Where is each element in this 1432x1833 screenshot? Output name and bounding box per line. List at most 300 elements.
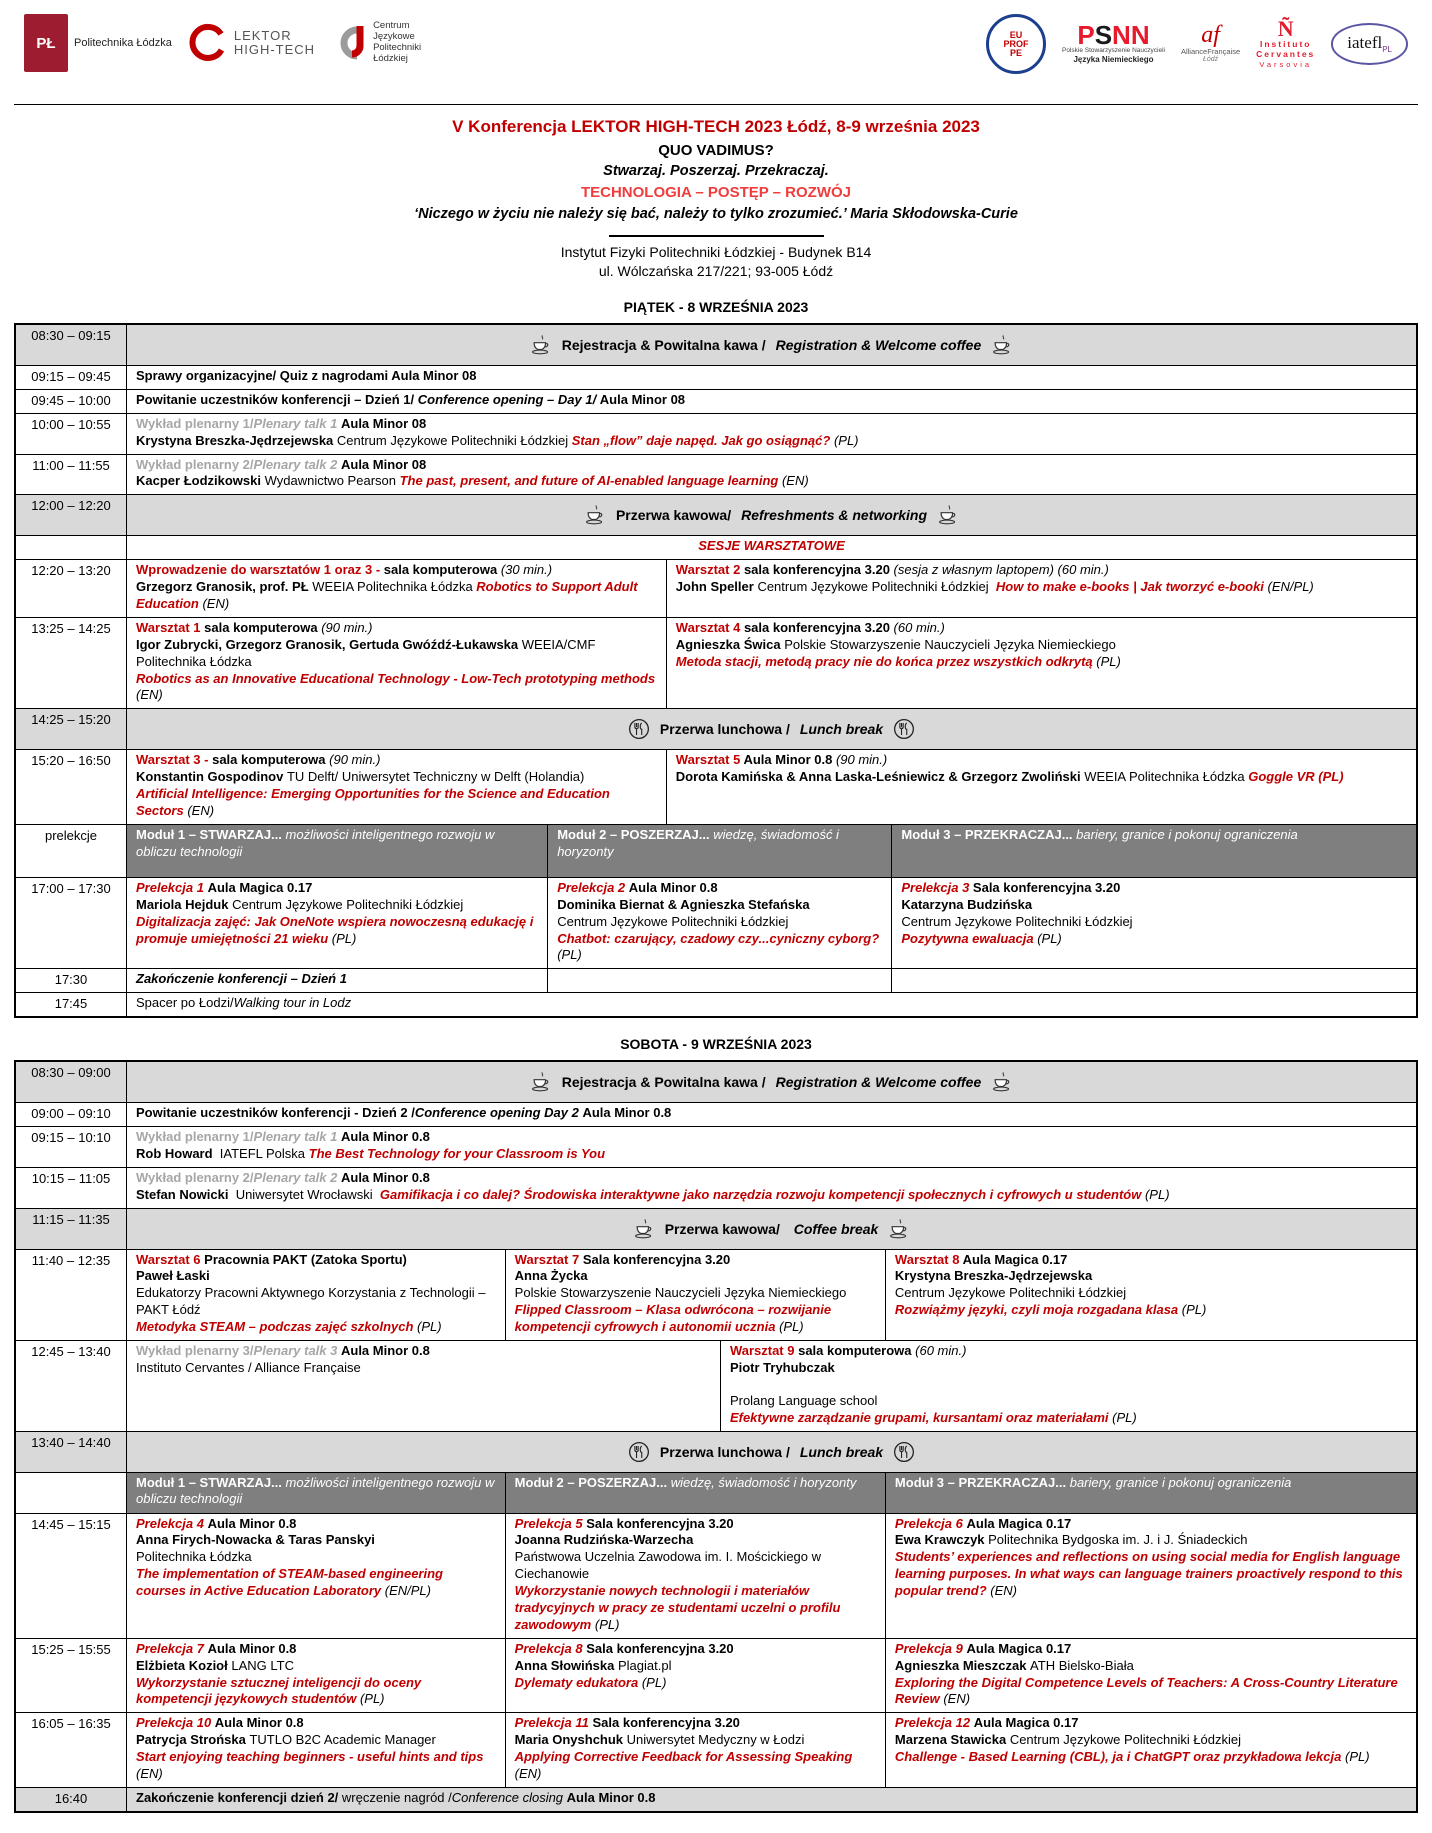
text-segment: SESJE WARSZTATOWE bbox=[698, 538, 845, 554]
text-line bbox=[901, 880, 1407, 897]
row-content bbox=[127, 993, 1416, 1016]
schedule-row bbox=[16, 968, 1416, 992]
text-segment: Spacer po Łodzi/ bbox=[136, 995, 234, 1011]
text-segment: Aula Minor 08 bbox=[391, 367, 477, 383]
text-line bbox=[901, 897, 1407, 914]
logo-psnn bbox=[1062, 19, 1165, 65]
schedule-row bbox=[16, 617, 1416, 708]
text-line bbox=[557, 897, 882, 914]
text-segment: John Speller bbox=[675, 579, 758, 595]
row-content bbox=[127, 495, 1416, 535]
text-segment: Aula Minor 0.8 bbox=[582, 1105, 672, 1121]
text-segment: Centrum Językowe Politechniki Łódzkiej bbox=[901, 913, 1133, 929]
text-line bbox=[895, 1268, 1407, 1285]
time-cell: 09:15 – 10:10 bbox=[16, 1127, 127, 1167]
row-content bbox=[127, 1103, 1416, 1126]
text-segment: Dorota Kamińska & Anna Laska-Leśniewicz & Grzegorz Zwoliński bbox=[675, 769, 1085, 785]
session-cell bbox=[127, 455, 1416, 495]
session-cell bbox=[885, 1713, 1416, 1787]
row-content bbox=[127, 390, 1416, 413]
cutlery-icon bbox=[893, 718, 915, 740]
text-segment: Lunch break bbox=[799, 721, 884, 738]
session-cell bbox=[127, 366, 1416, 389]
centrum-jezykowe-label: Centrum Językowe Politechniki Łódzkiej bbox=[373, 20, 422, 64]
text-line bbox=[136, 1170, 1407, 1187]
text-segment: Agnieszka Mieszczak bbox=[894, 1657, 1031, 1673]
text-segment: (PL) bbox=[1096, 653, 1121, 669]
text-segment: Aula Minor 0.8 bbox=[566, 1789, 656, 1805]
text-line bbox=[136, 392, 1407, 409]
session-cell bbox=[127, 1788, 1416, 1811]
text-segment: sala komputerowa bbox=[204, 619, 322, 635]
cervantes-caption1: Instituto bbox=[1259, 39, 1312, 50]
schedule-row bbox=[16, 1208, 1416, 1249]
session-cell bbox=[666, 750, 1416, 824]
text-segment: Plenary talk 3 bbox=[253, 1343, 341, 1359]
text-segment: Warsztat 1 bbox=[136, 619, 205, 635]
text-segment: Prelekcja 1 bbox=[136, 879, 208, 895]
text-segment: (EN/PL) bbox=[384, 1583, 431, 1599]
coffee-icon bbox=[991, 1071, 1013, 1093]
time-cell: 16:05 – 16:35 bbox=[16, 1713, 127, 1787]
logo-centrum-jezykowe bbox=[331, 21, 443, 65]
text-segment: (EN) bbox=[202, 595, 230, 611]
row-content bbox=[127, 750, 1416, 824]
saturday-schedule-table bbox=[14, 1060, 1418, 1813]
text-line bbox=[515, 1285, 876, 1302]
time-cell: 17:30 bbox=[16, 969, 127, 992]
text-line bbox=[676, 562, 1407, 579]
text-segment: Metodyka STEAM – podczas zajęć szkolnych bbox=[136, 1319, 418, 1335]
session-cell bbox=[127, 560, 666, 617]
module-header-cell bbox=[127, 825, 547, 877]
text-segment: Lunch break bbox=[799, 1443, 884, 1460]
session-cell bbox=[127, 618, 666, 708]
session-cell bbox=[127, 390, 1416, 413]
text-line bbox=[136, 671, 657, 705]
text-segment: (EN) bbox=[136, 1766, 163, 1782]
schedule-row bbox=[16, 824, 1416, 877]
text-segment: sala konferencyjna 3.20 bbox=[743, 562, 894, 578]
text-segment: Warsztat 4 bbox=[675, 619, 744, 635]
text-segment: Plenary talk 1 bbox=[253, 1129, 341, 1144]
time-cell: 10:15 – 11:05 bbox=[16, 1168, 127, 1208]
text-segment: Warsztat 8 bbox=[894, 1251, 963, 1267]
text-segment: (PL) bbox=[641, 1674, 667, 1690]
text-segment: Centrum Językowe Politechniki Łódzkiej bbox=[894, 1285, 1127, 1301]
text-segment: Wykorzystanie nowych technologii i materiałów tradycyjnych w pracy ze studentami uczelni o profilu zawodowym bbox=[514, 1583, 845, 1632]
text-segment: Maria Onyshchuk bbox=[514, 1732, 627, 1748]
text-segment: (90 min.) bbox=[835, 752, 888, 768]
row-content bbox=[127, 366, 1416, 389]
text-line bbox=[136, 897, 538, 914]
text-segment: Sala konferencyjna 3.20 bbox=[586, 1515, 734, 1531]
row-content bbox=[127, 1341, 1416, 1431]
text-segment: (EN) bbox=[187, 802, 215, 818]
text-line bbox=[730, 1360, 1407, 1377]
schedule-row bbox=[16, 1340, 1416, 1431]
row-content bbox=[127, 1250, 1416, 1340]
text-segment: Exploring the Digital Competence Levels of Teachers: A Cross-Country Literature Review bbox=[894, 1674, 1402, 1707]
text-segment: możliwości inteligentnego rozwoju w obliczu technologii bbox=[136, 1474, 498, 1507]
text-segment: Konstantin Gospodinov bbox=[136, 769, 287, 785]
text-segment: wiedzę, świadomość i horyzonty bbox=[557, 826, 843, 859]
text-line bbox=[730, 1343, 1407, 1360]
text-segment: IATEFL Polska bbox=[216, 1145, 309, 1161]
row-content bbox=[127, 1473, 1416, 1513]
text-segment: Kacper Łodzikowski bbox=[136, 473, 265, 489]
psnn-wordmark bbox=[1077, 19, 1150, 50]
text-line bbox=[136, 457, 1407, 474]
text-line bbox=[136, 752, 657, 769]
europrofpe-line1: EU bbox=[1009, 29, 1023, 40]
text-segment: TU Delft/ Uniwersytet Techniczny w Delft (Holandia) bbox=[286, 769, 585, 785]
text-segment: Rozwiążmy języki, czyli moja rozgadana klasa bbox=[894, 1302, 1182, 1318]
text-segment: Katarzyna Budzińska bbox=[901, 896, 1033, 912]
text-line bbox=[515, 1302, 876, 1336]
text-segment: Sprawy organizacyjne/ Quiz z nagrodami bbox=[136, 367, 392, 383]
text-line bbox=[901, 931, 1407, 948]
text-segment: Prelekcja 5 bbox=[514, 1515, 587, 1531]
venue-address: ul. Wólczańska 217/221; 93-005 Łódź bbox=[598, 263, 834, 280]
text-line bbox=[901, 914, 1407, 931]
text-segment: (EN) bbox=[943, 1691, 971, 1707]
session-cell bbox=[547, 878, 891, 968]
text-segment: Edukatorzy Pracowni Aktywnego Korzystania z Technologii – PAKT Łódź bbox=[136, 1285, 490, 1318]
text-segment: Prelekcja 10 bbox=[136, 1715, 215, 1731]
text-segment: Instituto Cervantes / Alliance Française bbox=[136, 1359, 361, 1375]
time-cell: 12:45 – 13:40 bbox=[16, 1341, 127, 1431]
row-content bbox=[127, 1639, 1416, 1713]
text-segment: Warsztat 9 bbox=[729, 1343, 799, 1359]
row-content bbox=[127, 325, 1416, 365]
row-content bbox=[127, 1713, 1416, 1787]
text-segment: Sala konferencyjna 3.20 bbox=[582, 1251, 731, 1267]
time-cell bbox=[16, 1473, 127, 1513]
text-segment: Pracownia PAKT (Zatoka Sportu) bbox=[204, 1251, 407, 1267]
text-line bbox=[901, 827, 1407, 844]
schedule-row bbox=[16, 749, 1416, 824]
text-line bbox=[557, 827, 882, 861]
text-segment: Warsztat 7 bbox=[514, 1251, 583, 1267]
cervantes-mark-icon: Ñ bbox=[1277, 16, 1294, 42]
text-segment: Przerwa kawowa/ bbox=[664, 1220, 784, 1237]
session-cell bbox=[127, 1168, 1416, 1208]
text-line bbox=[895, 1285, 1407, 1302]
alliance-francaise-city: Łódź bbox=[1202, 55, 1219, 63]
text-line bbox=[136, 538, 1407, 555]
time-cell: 13:25 – 14:25 bbox=[16, 618, 127, 708]
session-cell bbox=[885, 1639, 1416, 1713]
text-segment: Conference opening – Day 1/ bbox=[417, 391, 600, 407]
psnn-nn: NN bbox=[1112, 19, 1150, 50]
text-segment: Walking tour in Lodz bbox=[233, 995, 352, 1011]
schedule-row bbox=[16, 708, 1416, 749]
session-cell bbox=[885, 1514, 1416, 1638]
text-segment: Coffee break bbox=[793, 1220, 879, 1237]
text-line bbox=[136, 1187, 1407, 1204]
text-segment: Anna Życka bbox=[514, 1268, 588, 1284]
row-content bbox=[127, 536, 1416, 559]
text-segment: Sala konferencyjna 3.20 bbox=[592, 1715, 740, 1731]
schedule-row bbox=[16, 1712, 1416, 1787]
text-segment: Registration & Welcome coffee bbox=[775, 1074, 982, 1091]
session-cell bbox=[891, 878, 1416, 968]
session-cell bbox=[505, 1639, 885, 1713]
text-segment: Aula Minor 0.8 bbox=[207, 1640, 297, 1656]
text-segment: Aula Minor 0.8 bbox=[340, 1129, 430, 1144]
logos-left-group bbox=[24, 14, 443, 72]
module-header-cell bbox=[127, 1473, 505, 1513]
text-segment: TUTLO B2C Academic Manager bbox=[249, 1732, 436, 1748]
text-segment: Aula Minor 0.8 bbox=[340, 1169, 430, 1185]
text-segment: Sala konferencyjna 3.20 bbox=[586, 1640, 734, 1656]
text-line bbox=[136, 769, 657, 786]
conference-motto: QUO VADIMUS? bbox=[658, 141, 774, 159]
text-line bbox=[557, 880, 882, 897]
text-segment: Wykład plenarny 2/ bbox=[136, 1169, 254, 1185]
conference-quote: ‘Niczego w życiu nie należy się bać, należy to tylko zrozumieć.’ Maria Skłodowska-Curie bbox=[414, 206, 1018, 223]
text-line bbox=[136, 1749, 496, 1783]
text-segment: Krystyna Breszka-Jędrzejewska bbox=[136, 432, 337, 448]
text-line bbox=[515, 1549, 876, 1583]
session-cell bbox=[127, 1127, 1416, 1167]
schedule-row bbox=[16, 413, 1416, 454]
text-segment: Sala konferencyjna 3.20 bbox=[972, 879, 1121, 895]
text-line bbox=[895, 1516, 1407, 1533]
text-segment: Conference closing bbox=[451, 1789, 567, 1805]
text-segment: Piotr Tryhubczak bbox=[729, 1359, 835, 1375]
text-segment: Stefan Nowicki bbox=[136, 1186, 233, 1202]
text-line bbox=[136, 1675, 496, 1709]
session-cell bbox=[127, 1514, 505, 1638]
session-cell bbox=[127, 1639, 505, 1713]
text-line bbox=[136, 1549, 496, 1566]
europrofpe-line2: PROF bbox=[1003, 38, 1029, 49]
text-segment: Prelekcja 8 bbox=[514, 1640, 587, 1656]
psnn-s: S bbox=[1094, 19, 1113, 50]
text-segment: Wykład plenarny 2/ bbox=[136, 456, 254, 472]
cutlery-icon bbox=[628, 1441, 650, 1463]
text-segment: ATH Bielsko-Biała bbox=[1030, 1657, 1134, 1673]
time-cell: 13:40 – 14:40 bbox=[16, 1432, 127, 1472]
schedule-row bbox=[16, 1513, 1416, 1638]
text-segment: Wykład plenarny 1/ bbox=[136, 1129, 254, 1144]
psnn-p: P bbox=[1077, 19, 1095, 50]
session-cell bbox=[547, 969, 891, 992]
text-line bbox=[895, 1675, 1407, 1709]
text-segment: Krystyna Breszka-Jędrzejewska bbox=[894, 1268, 1093, 1284]
iatefl-wordmark: iatefl bbox=[1347, 33, 1383, 53]
time-cell: 12:20 – 13:20 bbox=[16, 560, 127, 617]
text-line bbox=[676, 654, 1407, 671]
politechnika-label: Politechnika Łódzka bbox=[74, 37, 172, 49]
text-line bbox=[515, 1583, 876, 1634]
text-segment: How to make e-books | Jak tworzyć e-booki bbox=[995, 579, 1268, 595]
schedule-row bbox=[16, 559, 1416, 617]
logo-iatefl bbox=[1331, 23, 1408, 64]
text-line bbox=[895, 1749, 1407, 1766]
title-divider bbox=[609, 235, 824, 237]
text-segment: Efektywne zarządzanie grupami, kursantami oraz materiałami bbox=[729, 1409, 1113, 1425]
time-cell: 11:15 – 11:35 bbox=[16, 1209, 127, 1249]
time-cell: 17:45 bbox=[16, 993, 127, 1016]
text-segment: Centrum Językowe Politechniki Łódzkiej bbox=[232, 896, 464, 912]
session-cell bbox=[127, 1250, 505, 1340]
session-cell bbox=[127, 993, 1416, 1016]
schedule-row bbox=[16, 992, 1416, 1016]
text-line bbox=[136, 433, 1407, 450]
text-line bbox=[515, 1732, 876, 1749]
logo-lektor-high-tech bbox=[188, 23, 315, 63]
text-segment: Mariola Hejduk bbox=[136, 896, 233, 912]
cutlery-icon bbox=[628, 718, 650, 740]
text-segment: (PL) bbox=[779, 1319, 804, 1335]
text-segment: (PL) bbox=[359, 1691, 385, 1707]
text-segment: Centrum Językowe Politechniki Łódzkiej bbox=[1009, 1732, 1242, 1748]
time-cell: 08:30 – 09:15 bbox=[16, 325, 127, 365]
text-segment: Agnieszka Świca bbox=[675, 636, 785, 652]
row-content bbox=[127, 1788, 1416, 1811]
module-header-cell bbox=[547, 825, 891, 877]
text-segment: Elżbieta Kozioł bbox=[136, 1657, 232, 1673]
schedule-row bbox=[16, 1472, 1416, 1513]
text-segment: Joanna Rudzińska-Warzecha bbox=[514, 1532, 694, 1548]
text-segment: Polskie Stowarzyszenie Nauczycieli Języka Niemieckiego bbox=[784, 636, 1116, 652]
text-line bbox=[136, 1146, 1407, 1163]
text-segment: Patrycja Strońska bbox=[136, 1732, 250, 1748]
text-segment: Anna Słowińska bbox=[514, 1657, 618, 1673]
row-content bbox=[127, 560, 1416, 617]
text-segment: Warsztat 3 - bbox=[136, 752, 213, 768]
lektor-e-icon bbox=[188, 23, 228, 63]
text-segment: Rejestracja & Powitalna kawa / bbox=[561, 1074, 766, 1091]
text-segment: Moduł 1 – STWARZAJ... bbox=[136, 1474, 286, 1490]
session-cell bbox=[891, 969, 1416, 992]
header-divider bbox=[14, 104, 1418, 105]
text-segment: (PL) bbox=[557, 947, 582, 963]
text-segment: Politechnika Bydgoska im. J. i J. Śniadeckich bbox=[988, 1532, 1248, 1548]
text-line bbox=[515, 1641, 876, 1658]
text-line bbox=[515, 1532, 876, 1549]
text-segment: Prelekcja 4 bbox=[136, 1515, 208, 1531]
text-segment: Warsztat 2 bbox=[675, 562, 744, 578]
schedule-row bbox=[16, 1167, 1416, 1208]
row-content bbox=[127, 455, 1416, 495]
text-segment: Przerwa kawowa/ bbox=[615, 507, 732, 524]
time-cell: 15:20 – 16:50 bbox=[16, 750, 127, 824]
text-segment: Goggle VR bbox=[1248, 769, 1319, 785]
text-segment: Aula Minor 0.8 bbox=[207, 1515, 297, 1531]
text-line bbox=[136, 1790, 1407, 1807]
row-content bbox=[127, 1514, 1416, 1638]
text-segment: Igor Zubrycki, Grzegorz Granosik, Gertuda Gwóźdź-Łukawska bbox=[136, 636, 522, 652]
text-segment: Prelekcja 12 bbox=[894, 1715, 974, 1731]
text-segment: (EN/PL) bbox=[1267, 579, 1314, 595]
text-segment: The Best Technology for your Classroom is You bbox=[308, 1145, 606, 1161]
schedule-row bbox=[16, 535, 1416, 559]
cervantes-caption3: Varsovia bbox=[1259, 59, 1313, 69]
text-line bbox=[730, 1393, 1407, 1410]
text-segment: Dominika Biernat & Agnieszka Stefańska bbox=[557, 896, 810, 912]
schedule-row bbox=[16, 325, 1416, 365]
alliance-francaise-mark: af bbox=[1201, 22, 1220, 49]
text-segment: (sesja z własnym laptopem) (60 min.) bbox=[893, 562, 1109, 578]
text-line bbox=[136, 1641, 496, 1658]
crest-text: PŁ bbox=[36, 34, 56, 52]
text-segment: Polskie Stowarzyszenie Nauczycieli Języka Niemieckiego bbox=[514, 1285, 847, 1301]
text-segment: Powitanie uczestników konferencji - Dzień 2 / bbox=[136, 1105, 415, 1121]
lektor-wordmark bbox=[234, 29, 315, 56]
coffee-icon bbox=[937, 504, 959, 526]
text-line bbox=[136, 368, 1407, 385]
text-segment: sala komputerowa bbox=[212, 752, 330, 768]
session-cell bbox=[127, 1341, 720, 1431]
text-segment: Chatbot: czarujący, czadowy czy...cyniczny cyborg? bbox=[557, 930, 883, 946]
friday-schedule-table bbox=[14, 323, 1418, 1018]
session-cell bbox=[127, 1103, 1416, 1126]
text-segment: Prolang Language school bbox=[729, 1392, 878, 1408]
conference-theme: TECHNOLOGIA – POSTĘP – ROZWÓJ bbox=[580, 184, 852, 202]
text-segment: możliwości inteligentnego rozwoju w obliczu technologii bbox=[136, 826, 498, 859]
text-segment: Aula Minor 0.8 bbox=[214, 1715, 304, 1731]
text-line bbox=[515, 1658, 876, 1675]
coffee-icon bbox=[991, 334, 1013, 356]
text-line bbox=[730, 1377, 1407, 1393]
text-segment: Ewa Krawczyk bbox=[894, 1532, 989, 1548]
row-content bbox=[127, 414, 1416, 454]
text-segment: Uniwersytet Medyczny w Łodzi bbox=[626, 1732, 805, 1748]
text-segment: WEEIA/CMF Politechnika Łódzka bbox=[136, 636, 600, 669]
session-cell bbox=[127, 414, 1416, 454]
text-line bbox=[895, 1641, 1407, 1658]
row-content bbox=[127, 825, 1416, 877]
text-line bbox=[136, 1343, 711, 1360]
time-cell: 09:00 – 09:10 bbox=[16, 1103, 127, 1126]
text-segment: Aula Magica 0.17 bbox=[973, 1715, 1079, 1731]
text-segment: Aula Minor 0.8 bbox=[628, 879, 718, 895]
europrofpe-line3: PE bbox=[1009, 47, 1022, 58]
text-segment: Wydawnictwo Pearson bbox=[264, 473, 400, 489]
text-segment: (EN) bbox=[514, 1766, 542, 1782]
module-header-cell bbox=[505, 1473, 885, 1513]
text-segment: Wykład plenarny 1/ bbox=[136, 415, 254, 431]
text-segment: Prelekcja 3 bbox=[901, 879, 973, 895]
row-content bbox=[127, 969, 1416, 992]
text-line bbox=[136, 1532, 496, 1549]
text-line bbox=[557, 914, 882, 931]
text-segment: (PL) bbox=[1181, 1302, 1207, 1318]
text-line bbox=[515, 1749, 876, 1783]
text-line bbox=[136, 579, 657, 613]
text-segment: LANG LTC bbox=[231, 1657, 294, 1673]
time-cell: 12:00 – 12:20 bbox=[16, 495, 127, 535]
text-segment: wiedzę, świadomość i horyzonty bbox=[670, 1474, 857, 1490]
time-cell: 14:25 – 15:20 bbox=[16, 709, 127, 749]
text-segment: WEEIA Politechnika Łódzka bbox=[312, 579, 477, 595]
text-line bbox=[136, 620, 657, 637]
text-segment: Państwowa Uczelnia Zawodowa im. I. Mościckiego w Ciechanowie bbox=[514, 1549, 825, 1582]
text-line bbox=[895, 1715, 1407, 1732]
text-segment: Powitanie uczestników konferencji – Dzień 1/ bbox=[136, 391, 418, 407]
session-cell bbox=[505, 1514, 885, 1638]
text-segment: Warsztat 5 bbox=[675, 752, 744, 768]
text-segment: (PL) bbox=[417, 1319, 442, 1335]
session-cell bbox=[127, 878, 547, 968]
text-segment: Plenary talk 2 bbox=[253, 1169, 341, 1185]
title-block bbox=[14, 115, 1418, 281]
text-line bbox=[895, 1302, 1407, 1319]
